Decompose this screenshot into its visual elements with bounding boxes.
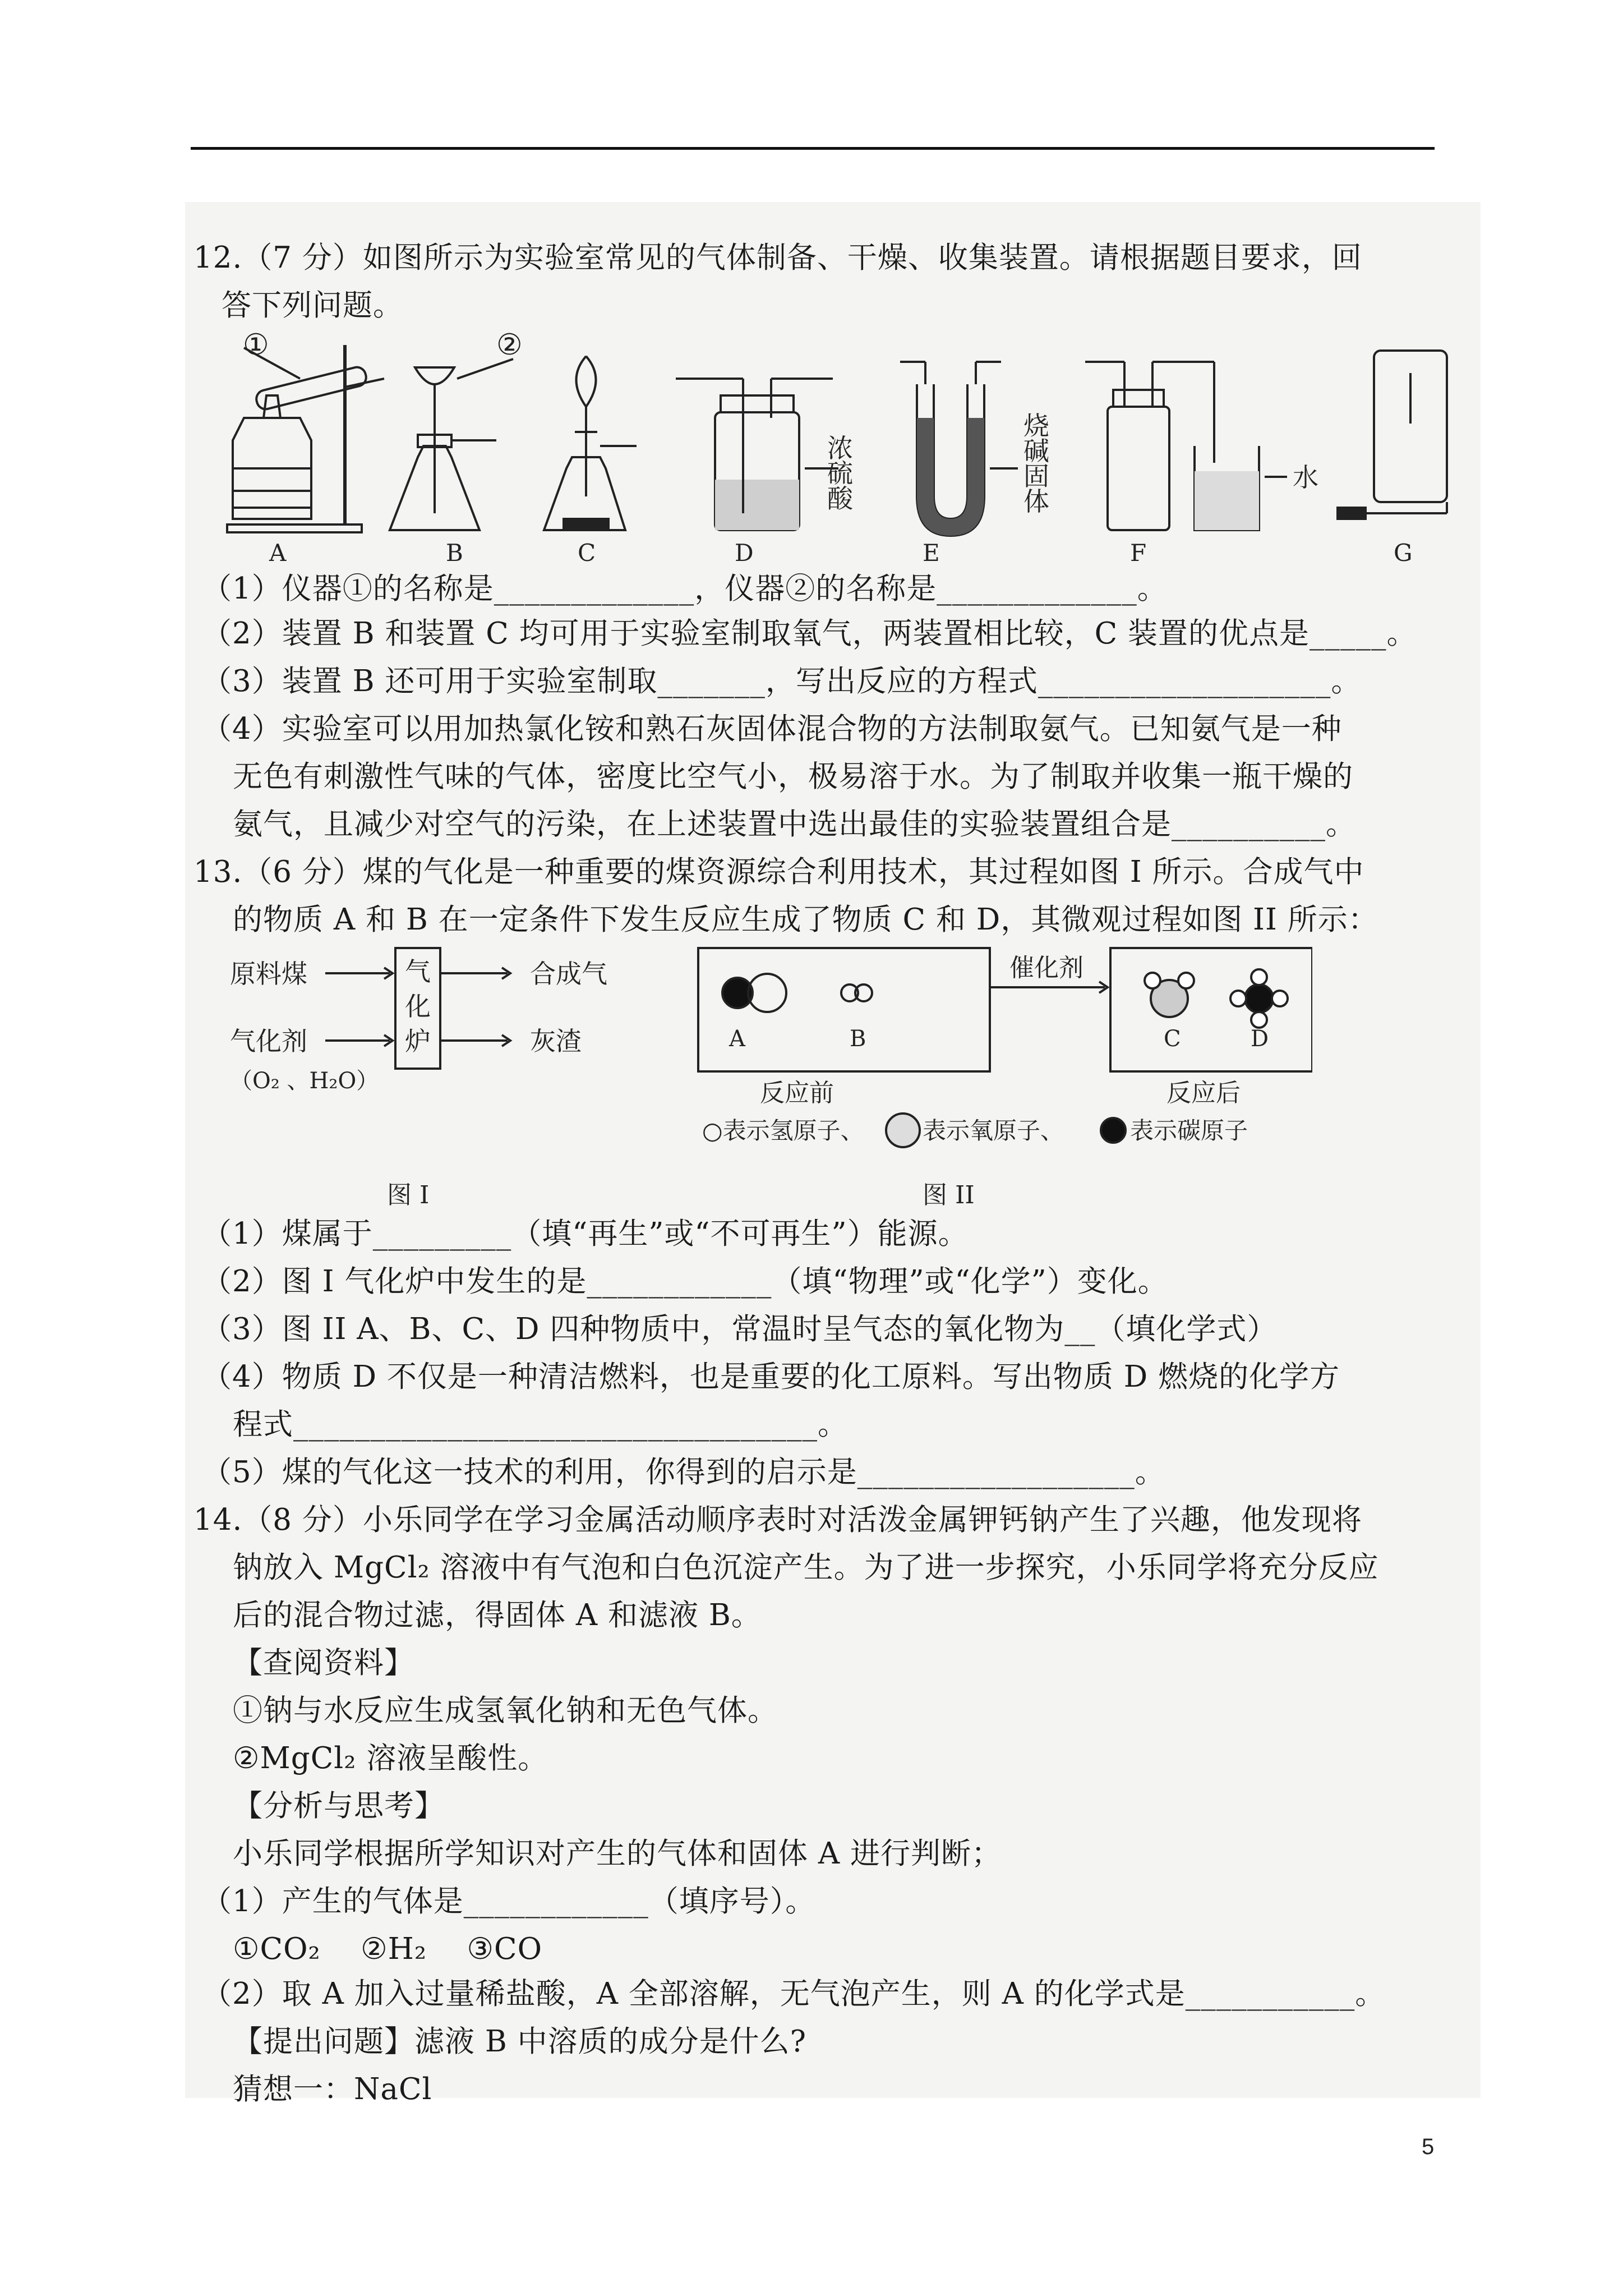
catalyst-label: 催化剂 <box>1009 954 1083 982</box>
base-label-4: 体 <box>1023 486 1049 517</box>
q13-sub2: （2）图 I 气化炉中发生的是____________（填“物理”或“化学”）变化。 <box>202 1264 1168 1299</box>
acid-label-1: 浓 <box>827 433 853 463</box>
q12-line2: 答下列问题。 <box>222 288 403 323</box>
q12-line1: 12.（7 分）如图所示为实验室常见的气体制备、干燥、收集装置。请根据题目要求，回 <box>193 241 1362 275</box>
q14-heading-analysis: 【分析与思考】 <box>233 1789 445 1823</box>
molecule-d-label: D <box>1251 1026 1269 1052</box>
q12-sub1: （1）仪器①的名称是_____________，仪器②的名称是_____________。 <box>202 572 1168 606</box>
label-d: D <box>735 539 754 567</box>
gasifier-char-3: 炉 <box>405 1026 431 1056</box>
hydrogen-atom <box>1251 1012 1267 1028</box>
q12-sub4-line3: 氨气，且减少对空气的污染，在上述装置中选出最佳的实验装置组合是__________。 <box>233 807 1356 841</box>
q14-heading-lookup: 【查阅资料】 <box>233 1646 414 1680</box>
q13-sub3: （3）图 II A、B、C、D 四种物质中，常温时呈气态的氧化物为__（填化学式） <box>202 1312 1278 1346</box>
q14-analysis-text: 小乐同学根据所学知识对产生的气体和固体 A 进行判断； <box>233 1837 1002 1871</box>
hydrogen-atom <box>1251 969 1267 985</box>
base-label-2: 碱 <box>1023 436 1049 466</box>
q14-line3: 后的混合物过滤，得固体 A 和滤液 B。 <box>233 1598 762 1632</box>
q13-sub4-line2: 程式__________________________________。 <box>233 1407 848 1442</box>
label-f: F <box>1130 539 1147 567</box>
label-a: A <box>269 539 287 567</box>
hydrogen-atom <box>1272 991 1288 1006</box>
collection-bottle <box>1108 407 1169 530</box>
q13-fig1-gasification-flow <box>224 942 651 1217</box>
q12-sub2: （2）装置 B 和装置 C 均可用于实验室制取氧气，两装置相比较，C 装置的优点是_____。 <box>202 616 1417 651</box>
output-ash: 灰渣 <box>530 1026 582 1056</box>
fig1-caption: 图 I <box>387 1181 430 1209</box>
molecule-b-label: B <box>850 1026 866 1052</box>
base-label-3: 固 <box>1023 461 1049 491</box>
q14-reference-1: ①钠与水反应生成氢氧化钠和无色气体。 <box>233 1694 778 1728</box>
acid-label-3: 酸 <box>827 484 853 514</box>
q14-heading-question: 【提出问题】滤液 B 中溶质的成分是什么? <box>233 2024 807 2059</box>
q13-fig2-reaction-diagram <box>695 942 1312 1217</box>
q14-sub1-options: ①CO₂ ②H₂ ③CO <box>233 1932 543 1966</box>
test-tube <box>255 365 368 411</box>
output-syngas: 合成气 <box>530 959 607 989</box>
q12-apparatus-figure <box>222 328 1478 569</box>
base-label-1: 烧 <box>1023 411 1049 441</box>
carbon-atom <box>1245 984 1273 1013</box>
molecule-a-label: A <box>729 1026 745 1052</box>
q13-sub1: （1）煤属于_________（填“再生”或“不可再生”）能源。 <box>202 1217 969 1251</box>
fig2-caption: 图 II <box>923 1181 975 1209</box>
header-rule <box>191 147 1435 150</box>
label-b: B <box>446 539 463 567</box>
hydrogen-atom <box>1230 991 1246 1006</box>
gasifier-char-2: 化 <box>405 991 431 1022</box>
page-number: 5 <box>1422 2134 1435 2159</box>
hydrogen-atom <box>1145 973 1160 988</box>
input-raw-coal: 原料煤 <box>230 959 307 989</box>
water-label: 水 <box>1293 462 1318 493</box>
q13-line1: 13.（6 分）煤的气化是一种重要的煤资源综合利用技术，其过程如图 I 所示。合成气中 <box>193 855 1364 889</box>
q14-line1: 14.（8 分）小乐同学在学习金属活动顺序表时对活泼金属钾钙钠产生了兴趣，他发现将 <box>193 1503 1362 1537</box>
q14-sub1: （1）产生的气体是____________（填序号）。 <box>202 1884 816 1918</box>
marker-1: ① <box>243 328 269 362</box>
legend-carbon: 表示碳原子 <box>1130 1117 1248 1144</box>
gasifier-char-1: 气 <box>405 956 431 987</box>
acid-label-2: 硫 <box>827 458 853 489</box>
q14-line2: 钠放入 MgCl₂ 溶液中有气泡和白色沉淀产生。为了进一步探究，小乐同学将充分反应 <box>233 1550 1379 1585</box>
oxygen-atom <box>748 974 786 1012</box>
before-box <box>698 948 990 1071</box>
legend-oxygen-atom <box>886 1114 920 1147</box>
molecule-c-label: C <box>1164 1026 1181 1052</box>
q14-sub2: （2）取 A 加入过量稀盐酸，A 全部溶解，无气泡产生，则 A 的化学式是___________。 <box>202 1977 1386 2011</box>
input-agent-formula: （O₂ 、H₂O） <box>230 1068 379 1094</box>
after-box <box>1110 948 1312 1071</box>
legend-hydrogen: ○表示氢原子、 <box>702 1117 864 1144</box>
q12-sub3: （3）装置 B 还可用于实验室制取_______，写出反应的方程式___________________。 <box>202 664 1362 698</box>
legend-carbon-atom <box>1101 1118 1126 1143</box>
q12-sub4-line1: （4）实验室可以用加热氯化铵和熟石灰固体混合物的方法制取氨气。已知氨气是一种 <box>202 712 1342 746</box>
legend-oxygen: 表示氧原子、 <box>923 1117 1064 1144</box>
before-label: 反应前 <box>760 1079 834 1107</box>
hydrogen-atom <box>1178 973 1194 988</box>
q13-sub5: （5）煤的气化这一技术的利用，你得到的启示是__________________。 <box>202 1455 1165 1489</box>
label-g: G <box>1394 539 1413 567</box>
q12-sub4-line2: 无色有刺激性气味的气体，密度比空气小，极易溶于水。为了制取并收集一瓶干燥的 <box>233 760 1353 794</box>
label-e: E <box>923 539 940 567</box>
marker-2: ② <box>496 328 523 362</box>
q13-sub4-line1: （4）物质 D 不仅是一种清洁燃料，也是重要的化工原料。写出物质 D 燃烧的化学方 <box>202 1360 1340 1394</box>
label-c: C <box>578 539 596 567</box>
after-label: 反应后 <box>1166 1079 1241 1107</box>
q14-reference-2: ②MgCl₂ 溶液呈酸性。 <box>233 1741 548 1775</box>
input-gasifying-agent: 气化剂 <box>230 1026 307 1056</box>
stand-base <box>227 524 362 532</box>
q14-guess-1: 猜想一：NaCl <box>233 2072 432 2106</box>
q13-line2: 的物质 A 和 B 在一定条件下发生反应生成了物质 C 和 D，其微观过程如图 II 所示： <box>233 903 1378 937</box>
